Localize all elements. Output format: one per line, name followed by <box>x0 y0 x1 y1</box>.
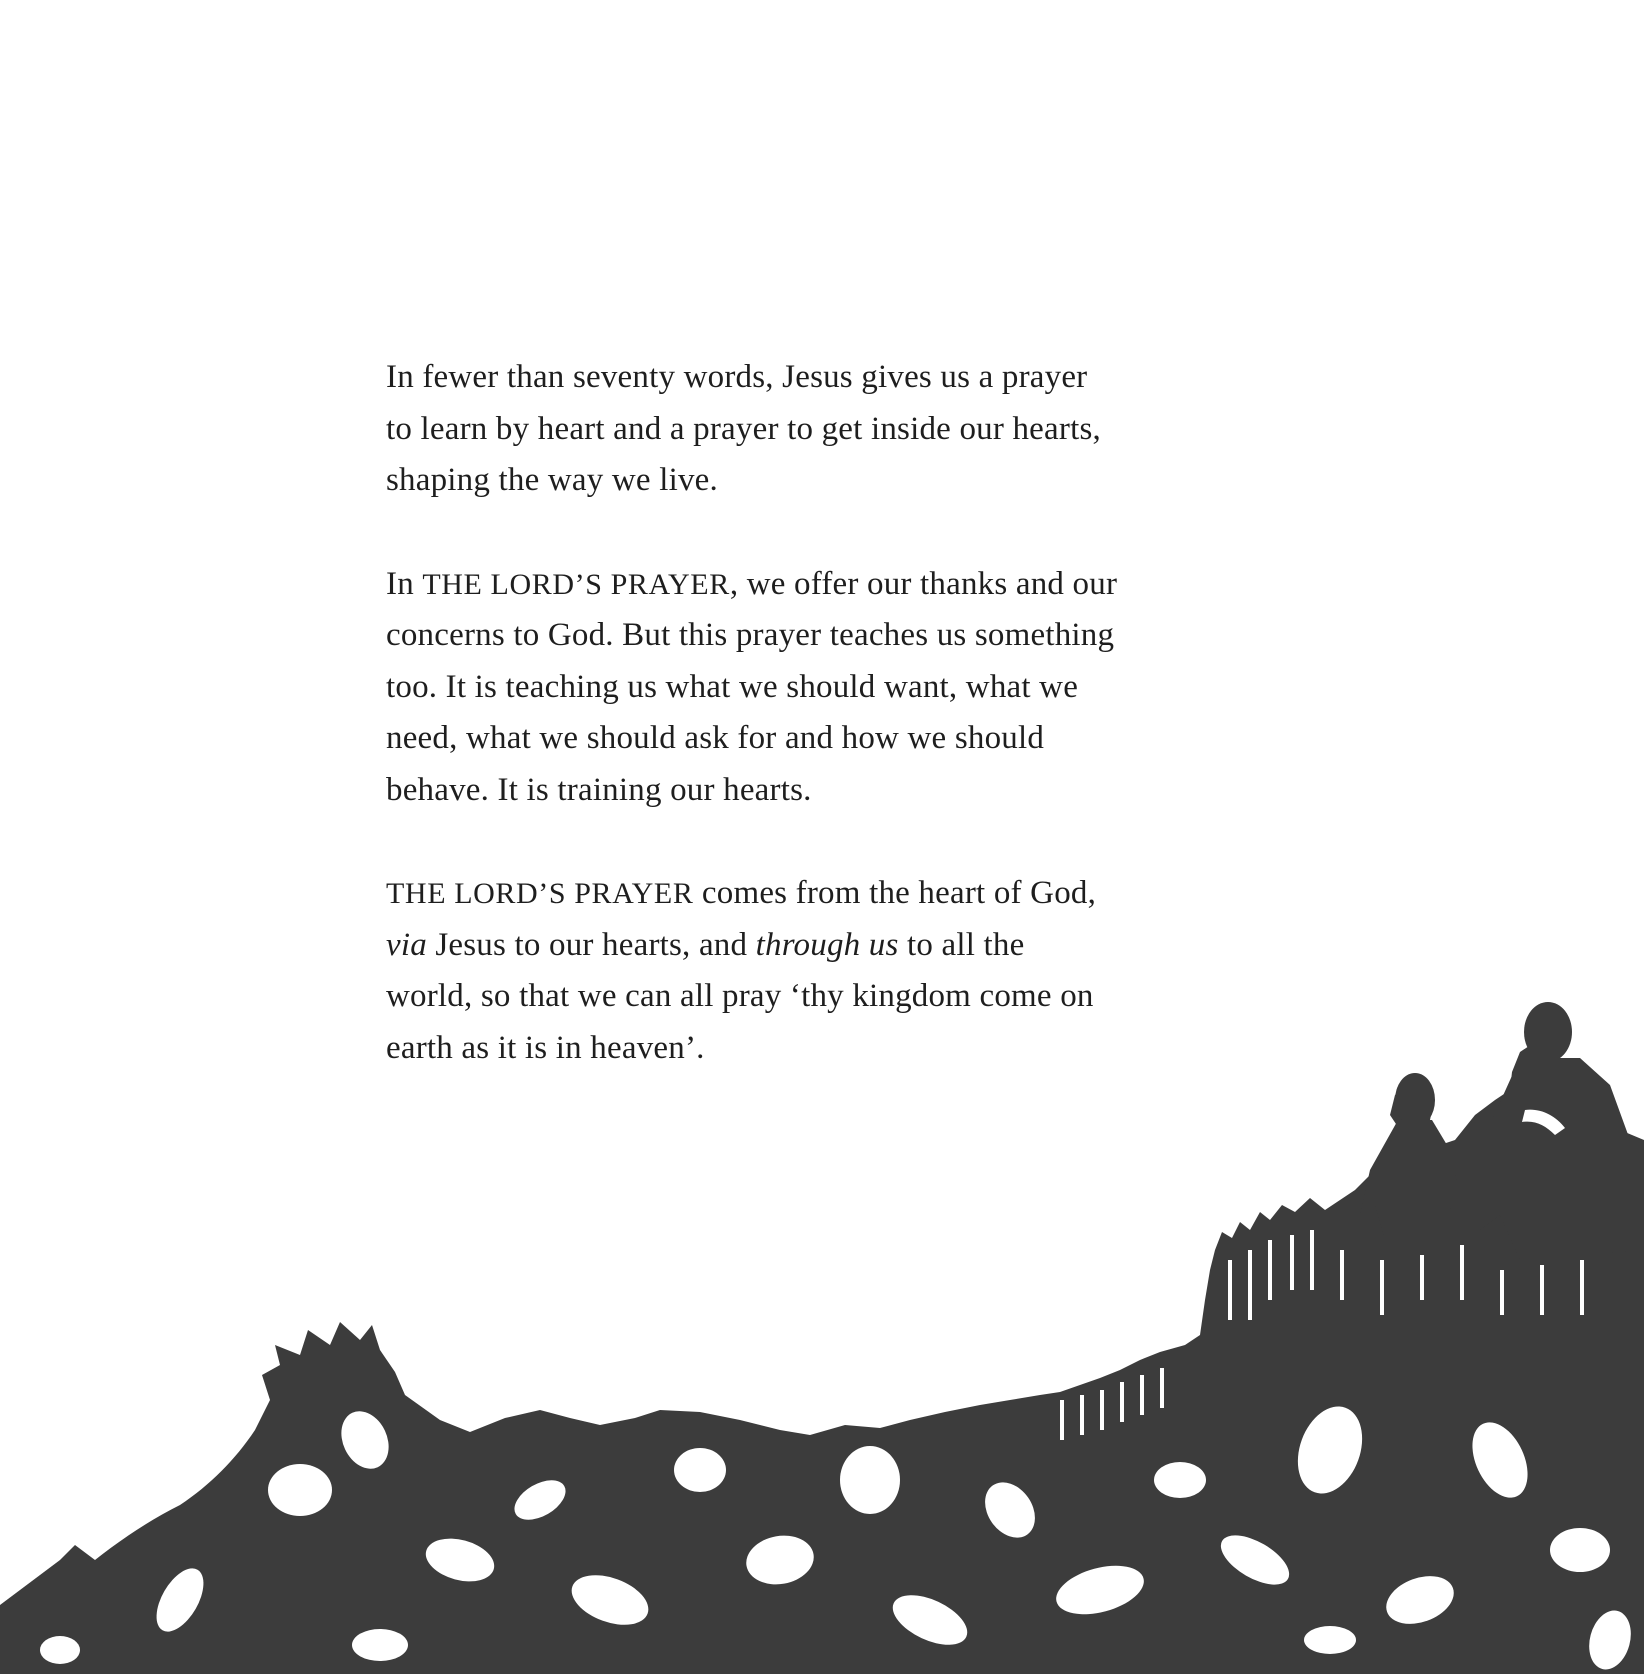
text-line: earth as it is in heaven’. <box>386 1029 705 1066</box>
text-line: world, so that we can all pray ‘thy kingdom come on <box>386 978 1094 1014</box>
text-line: too. It is teaching us what we should want, what we <box>386 668 1079 705</box>
text-line <box>386 868 1236 920</box>
text-line: behave. It is training our hearts. <box>386 771 812 808</box>
text-line: shaping the way we live. <box>386 462 718 498</box>
text-line: to learn by heart and a prayer to get inside our hearts, <box>386 410 1101 447</box>
text-segment: Jesus to our hearts, and <box>426 926 756 963</box>
figure-right <box>1478 1002 1644 1260</box>
text-line: need, what we should ask for and how we should <box>386 720 1045 756</box>
italic-text: via <box>386 926 427 963</box>
text-line <box>386 559 1236 611</box>
paragraph-2 <box>386 559 1236 817</box>
text-line <box>386 920 1236 972</box>
text-line: concerns to God. But this prayer teaches us something <box>386 617 1115 653</box>
text-line: In fewer than seventy words, Jesus gives us a prayer <box>386 359 1088 395</box>
small-caps-title: THE LORD’S PRAYER <box>422 567 730 601</box>
italic-text: through us <box>755 926 899 963</box>
small-caps-title: THE LORD’S PRAYER <box>386 877 694 910</box>
woodcut-landscape-with-two-figures-icon <box>0 990 1644 1674</box>
paragraph-1 <box>386 352 1236 507</box>
text-segment: to all the <box>898 926 1025 963</box>
text-segment: comes from the heart of God, <box>693 875 1097 911</box>
text-segment: , we offer our thanks and our <box>729 565 1118 602</box>
text-segment: In <box>386 565 423 602</box>
